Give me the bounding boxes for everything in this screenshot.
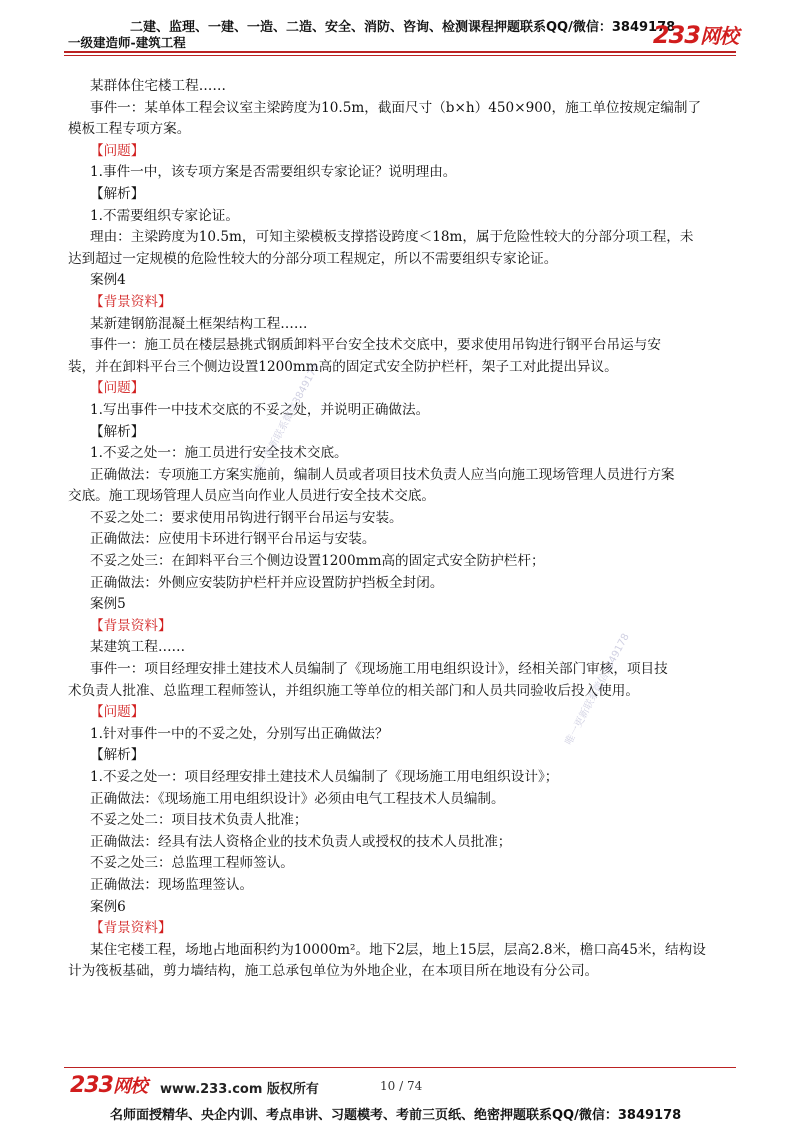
document-body	[68, 76, 736, 983]
section-heading: 【问题】	[90, 380, 145, 397]
text-line: 模板工程专项方案。	[68, 121, 191, 138]
text-line: 1.不妥之处一：项目经理安排土建技术人员编制了《现场施工用电组织设计》；	[90, 769, 559, 785]
text-line: 1.针对事件一中的不妥之处，分别写出正确做法？	[90, 725, 389, 742]
text-line: 理由：主梁跨度为10.5m，可知主梁模板支撑搭设跨度＜18m，属于危险性较大的分部分项工程，未	[90, 229, 694, 246]
text-line: 【解析】	[90, 423, 145, 440]
text-line: 事件一：项目经理安排土建技术人员编制了《现场施工用电组织设计》，经相关部门审核，项目技	[90, 661, 668, 678]
text-line: 某群体住宅楼工程……	[90, 78, 226, 94]
header-divider-thin	[64, 55, 736, 56]
text-line: 案例4	[90, 272, 126, 289]
footer-logo-chinese: 网校	[112, 1076, 147, 1097]
text-line: 正确做法：专项施工方案实施前，编制人员或者项目技术负责人应当向施工现场管理人员进行方案	[90, 466, 675, 483]
header-promo-text: 二建、监理、一建、一造、二造、安全、消防、咨询、检测课程押题联系QQ/微信：3849178	[130, 20, 676, 35]
text-line: 正确做法：经具有法人资格企业的技术负责人或授权的技术人员批准；	[90, 833, 512, 850]
footer-divider	[64, 1067, 736, 1068]
section-heading: 【问题】	[90, 142, 145, 159]
header-divider	[64, 51, 736, 53]
text-line: 交底。施工现场管理人员应当向作业人员进行安全技术交底。	[68, 488, 436, 505]
footer-promo-text: 名师面授精华、央企内训、考点串讲、习题模考、考前三页纸、绝密押题联系QQ/微信：3849178	[110, 1108, 682, 1123]
text-line: 【解析】	[90, 747, 145, 764]
section-heading: 【背景资料】	[90, 293, 172, 310]
section-heading: 【背景资料】	[90, 617, 172, 634]
text-line: 不妥之处二：项目技术负责人批准；	[90, 812, 308, 829]
text-line: 不妥之处三：总监理工程师签认。	[90, 855, 294, 872]
text-line: 某住宅楼工程，场地占地面积约为10000m²。地下2层，地上15层，层高2.8米，檐口高45米，结构设	[90, 941, 706, 958]
text-line: 正确做法：应使用卡环进行钢平台吊运与安装。	[90, 531, 376, 548]
logo-number: 233	[652, 21, 700, 49]
logo-chinese: 网校	[700, 24, 738, 48]
brand-logo	[653, 20, 738, 49]
text-line: 案例5	[90, 596, 126, 613]
section-heading: 【背景资料】	[90, 920, 172, 937]
text-line: 1.不妥之处一：施工员进行安全技术交底。	[90, 445, 348, 462]
text-line: 达到超过一定规模的危险性较大的分部分项工程规定，所以不需要组织专家论证。	[68, 250, 558, 267]
footer-site-link[interactable]: www.233.com 版权所有	[160, 1082, 319, 1097]
text-line: 计为筏板基础，剪力墙结构，施工总承包单位为外地企业，在本项目所在地设有分公司。	[68, 963, 599, 980]
header-subtitle: 一级建造师-建筑工程	[68, 35, 186, 50]
section-heading: 【问题】	[90, 704, 145, 721]
text-line: 装，并在卸料平台三个侧边设置1200mm高的固定式安全防护栏杆，架子工对此提出异议。	[68, 358, 618, 375]
text-line: 1.写出事件一中技术交底的不妥之处，并说明正确做法。	[90, 401, 430, 418]
text-line: 1.不需要组织专家论证。	[90, 207, 239, 224]
text-line: 正确做法：现场监理签认。	[90, 876, 254, 893]
footer-logo-number: 233	[70, 1073, 113, 1098]
watermark-2: 唯一更新联系微信3849178	[563, 631, 632, 748]
text-line: 不妥之处二：要求使用吊钩进行钢平台吊运与安装。	[90, 509, 403, 526]
text-line: 术负责人批准、总监理工程师签认，并组织施工等单位的相关部门和人员共同验收后投入使用。	[68, 682, 639, 699]
text-line: 不妥之处三：在卸料平台三个侧边设置1200mm高的固定式安全防护栏杆；	[90, 553, 545, 570]
text-line: 事件一：某单体工程会议室主梁跨度为10.5m，截面尺寸（b×h）450×900，施工单位按规定编制了	[90, 99, 702, 116]
footer-logo	[70, 1072, 147, 1098]
text-line: 某建筑工程……	[90, 639, 186, 656]
text-line: 案例6	[90, 898, 126, 915]
text-line: 正确做法：外侧应安装防护栏杆并应设置防护挡板全封闭。	[90, 574, 444, 591]
watermark-1: 唯一更新联系微信3849178	[253, 361, 322, 478]
text-line: 正确做法：《现场施工用电组织设计》必须由电气工程技术人员编制。	[90, 790, 505, 807]
text-line: 某新建钢筋混凝土框架结构工程……	[90, 315, 308, 332]
page-number: 10 / 74	[380, 1079, 423, 1093]
text-line: 【解析】	[90, 185, 145, 202]
text-line: 事件一：施工员在楼层悬挑式钢质卸料平台安全技术交底中，要求使用吊钩进行钢平台吊运与安	[90, 337, 661, 354]
text-line: 1.事件一中，该专项方案是否需要组织专家论证？说明理由。	[90, 164, 457, 181]
